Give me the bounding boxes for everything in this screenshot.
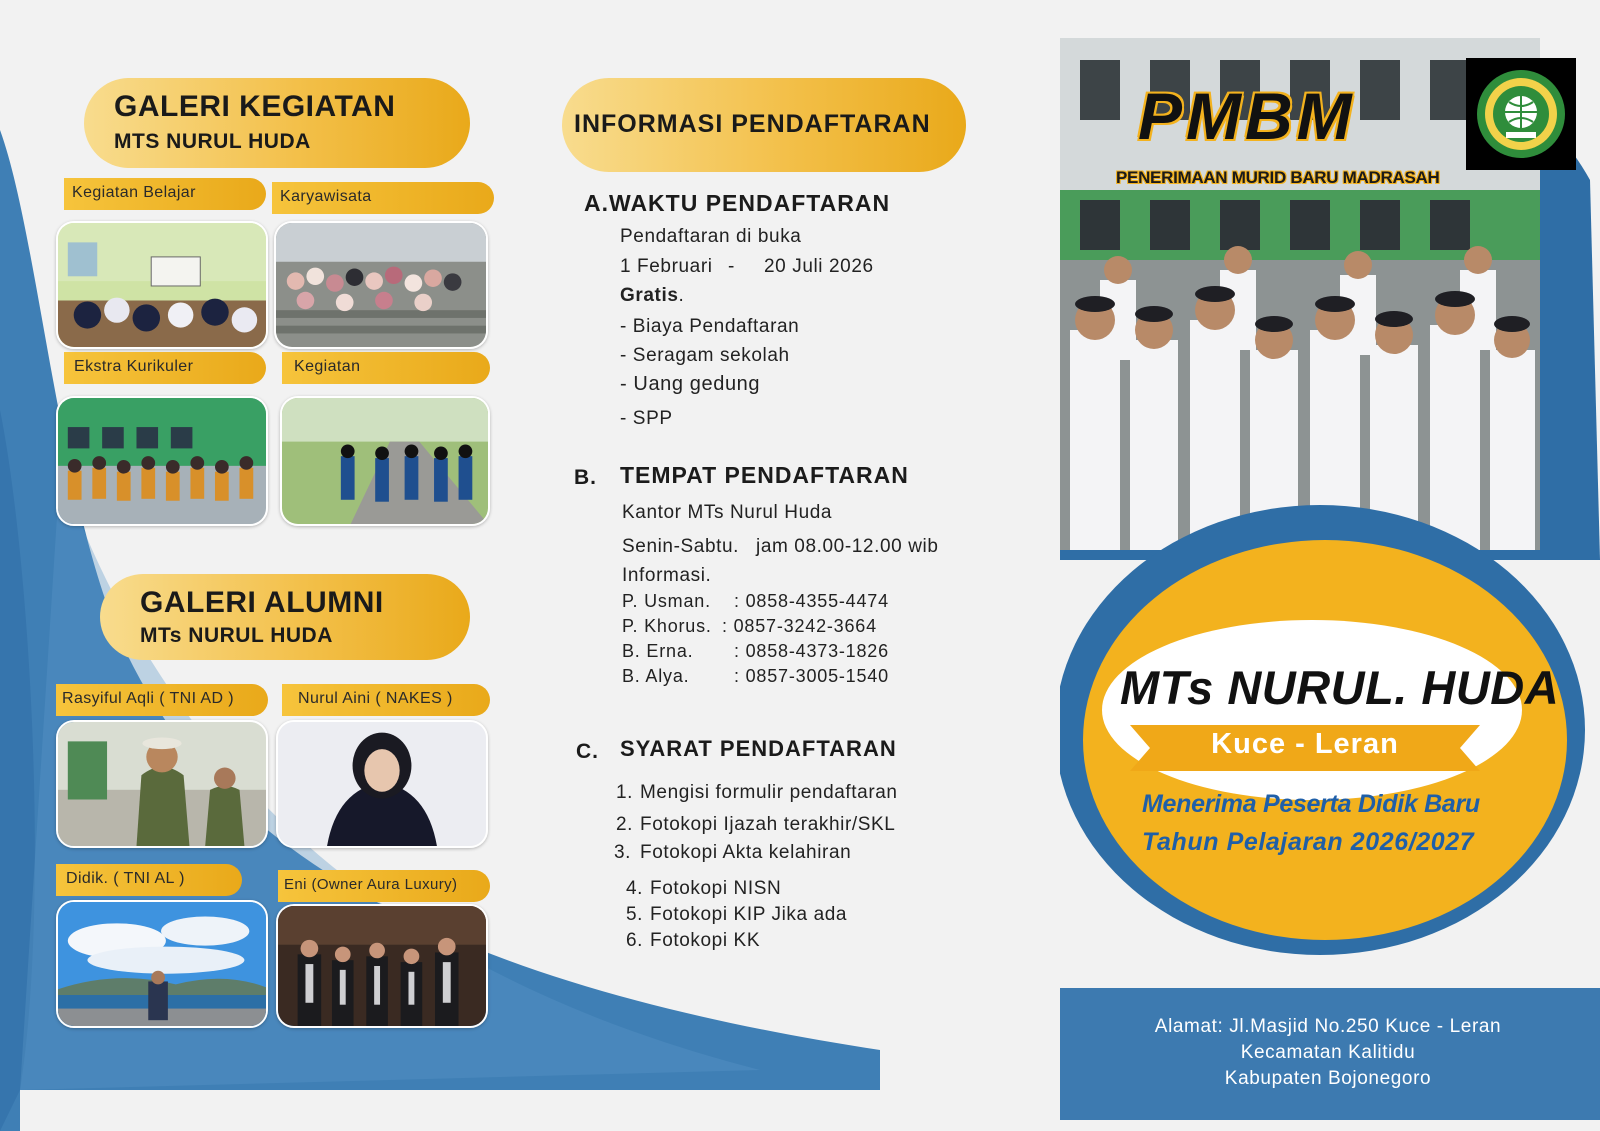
syarat-text: Fotokopi Ijazah terakhir/SKL: [640, 814, 896, 835]
syarat-num: 5.: [626, 904, 644, 925]
syarat-letter: C.: [576, 740, 599, 763]
syarat-num: 4.: [626, 878, 644, 899]
address-line: Alamat: Jl.Masjid No.250 Kuce - Leran: [1154, 1016, 1502, 1037]
syarat-num: 2.: [616, 814, 634, 835]
gallery-subtitle: MTS NURUL HUDA: [114, 130, 311, 153]
free-item: - Biaya Pendaftaran: [620, 316, 800, 337]
syarat-num: 6.: [626, 930, 644, 951]
syarat-item: [616, 814, 895, 836]
waktu-date-dash: -: [728, 256, 735, 277]
syarat-text: Mengisi formulir pendaftaran: [640, 782, 898, 803]
syarat-text: Fotokopi KK: [650, 930, 761, 951]
photo-kegiatan: [280, 396, 490, 526]
gallery-tag-kegiatan: Kegiatan: [282, 352, 490, 384]
gallery-tag-ekstra-kurikuler: Ekstra Kurikuler: [64, 352, 266, 384]
tempat-hours: jam 08.00-12.00 wib: [756, 536, 939, 557]
syarat-heading: SYARAT PENDAFTARAN: [620, 736, 897, 761]
waktu-heading: A.WAKTU PENDAFTARAN: [584, 190, 891, 216]
contact-name: P. Usman.: [622, 591, 711, 611]
syarat-num: 1.: [616, 782, 634, 803]
contact-name: B. Alya.: [622, 666, 690, 686]
address-line: Kecamatan Kalitidu: [1240, 1042, 1416, 1063]
waktu-open-text: Pendaftaran di buka: [620, 226, 802, 247]
tempat-office: Kantor MTs Nurul Huda: [622, 502, 833, 523]
cover-address: [1066, 1014, 1590, 1092]
gallery-tag-karyawisata: Karyawisata: [272, 182, 494, 214]
contact-phone: : 0858-4373-1826: [734, 641, 889, 661]
alumni-title: GALERI ALUMNI: [140, 586, 384, 619]
photo-alumni-nurul-aini: [276, 720, 488, 848]
madrasah-logo: [1466, 58, 1576, 170]
syarat-text: Fotokopi KIP Jika ada: [650, 904, 848, 925]
free-item: - SPP: [620, 408, 673, 429]
alumni-tag-eni: Eni (Owner Aura Luxury): [278, 870, 490, 902]
contact-name: B. Erna.: [622, 641, 694, 661]
waktu-date-end: 20 Juli 2026: [764, 256, 874, 277]
syarat-text: Fotokopi NISN: [650, 878, 782, 899]
photo-karyawisata: [274, 221, 488, 349]
tempat-heading: TEMPAT PENDAFTARAN: [620, 462, 909, 488]
contact-phone: : 0857-3242-3664: [722, 616, 877, 636]
syarat-item: [616, 782, 898, 804]
contact-phone: : 0858-4355-4474: [734, 591, 889, 611]
cover-tagline-1: Menerima Peserta Didik Baru: [1142, 790, 1480, 818]
contact-phone: : 0857-3005-1540: [734, 666, 889, 686]
alumni-tag-rasyiful: Rasyiful Aqli ( TNI AD ): [56, 684, 268, 716]
syarat-item: [626, 904, 847, 926]
photo-alumni-rasyiful: [56, 720, 268, 848]
contact-row: [622, 666, 889, 687]
free-item: - Seragam sekolah: [620, 345, 790, 366]
free-label-text: Gratis: [620, 285, 679, 306]
tempat-days: Senin-Sabtu.: [622, 536, 740, 557]
contact-row: [622, 616, 877, 637]
free-item: - Uang gedung: [620, 373, 761, 395]
contact-name: P. Khorus.: [622, 616, 712, 636]
photo-kegiatan-belajar: [56, 221, 268, 349]
syarat-item: [626, 878, 781, 900]
madrasah-logo-icon: [1466, 58, 1576, 170]
cover-school-name: MTs NURUL. HUDA: [1120, 661, 1560, 714]
cover-location: Kuce - Leran: [1211, 728, 1399, 760]
syarat-num: 3.: [614, 842, 632, 863]
info-title: INFORMASI PENDAFTARAN: [574, 110, 931, 138]
gallery-header: [84, 78, 470, 168]
syarat-item: [614, 842, 851, 864]
waktu-free-label: Gratis.: [620, 285, 685, 306]
alumni-tag-didik: Didik. ( TNI AL ): [56, 864, 242, 896]
alumni-header: [100, 574, 470, 660]
gallery-tag-kegiatan-belajar: Kegiatan Belajar: [64, 178, 266, 210]
contact-row: [622, 591, 889, 612]
gallery-title: GALERI KEGIATAN: [114, 90, 396, 123]
syarat-item: [626, 930, 760, 952]
cover-brand: PMBM: [1138, 79, 1356, 153]
photo-ekstra-kurikuler: [56, 396, 268, 526]
contact-row: [622, 641, 889, 662]
cover-brand-subtitle: PENERIMAAN MURID BARU MADRASAH: [1116, 168, 1440, 187]
photo-alumni-didik: [56, 900, 268, 1028]
alumni-tag-nurul-aini: Nurul Aini ( NAKES ): [282, 684, 490, 716]
waktu-date-start: 1 Februari: [620, 256, 713, 277]
tempat-info-label: Informasi.: [622, 565, 712, 586]
cover-tagline-2: Tahun Pelajaran 2026/2027: [1142, 828, 1475, 856]
address-line: Kabupaten Bojonegoro: [1224, 1068, 1432, 1089]
photo-alumni-eni: [276, 904, 488, 1028]
syarat-text: Fotokopi Akta kelahiran: [640, 842, 852, 863]
alumni-subtitle: MTs NURUL HUDA: [140, 624, 333, 647]
tempat-letter: B.: [574, 466, 597, 489]
info-header: [562, 78, 966, 172]
